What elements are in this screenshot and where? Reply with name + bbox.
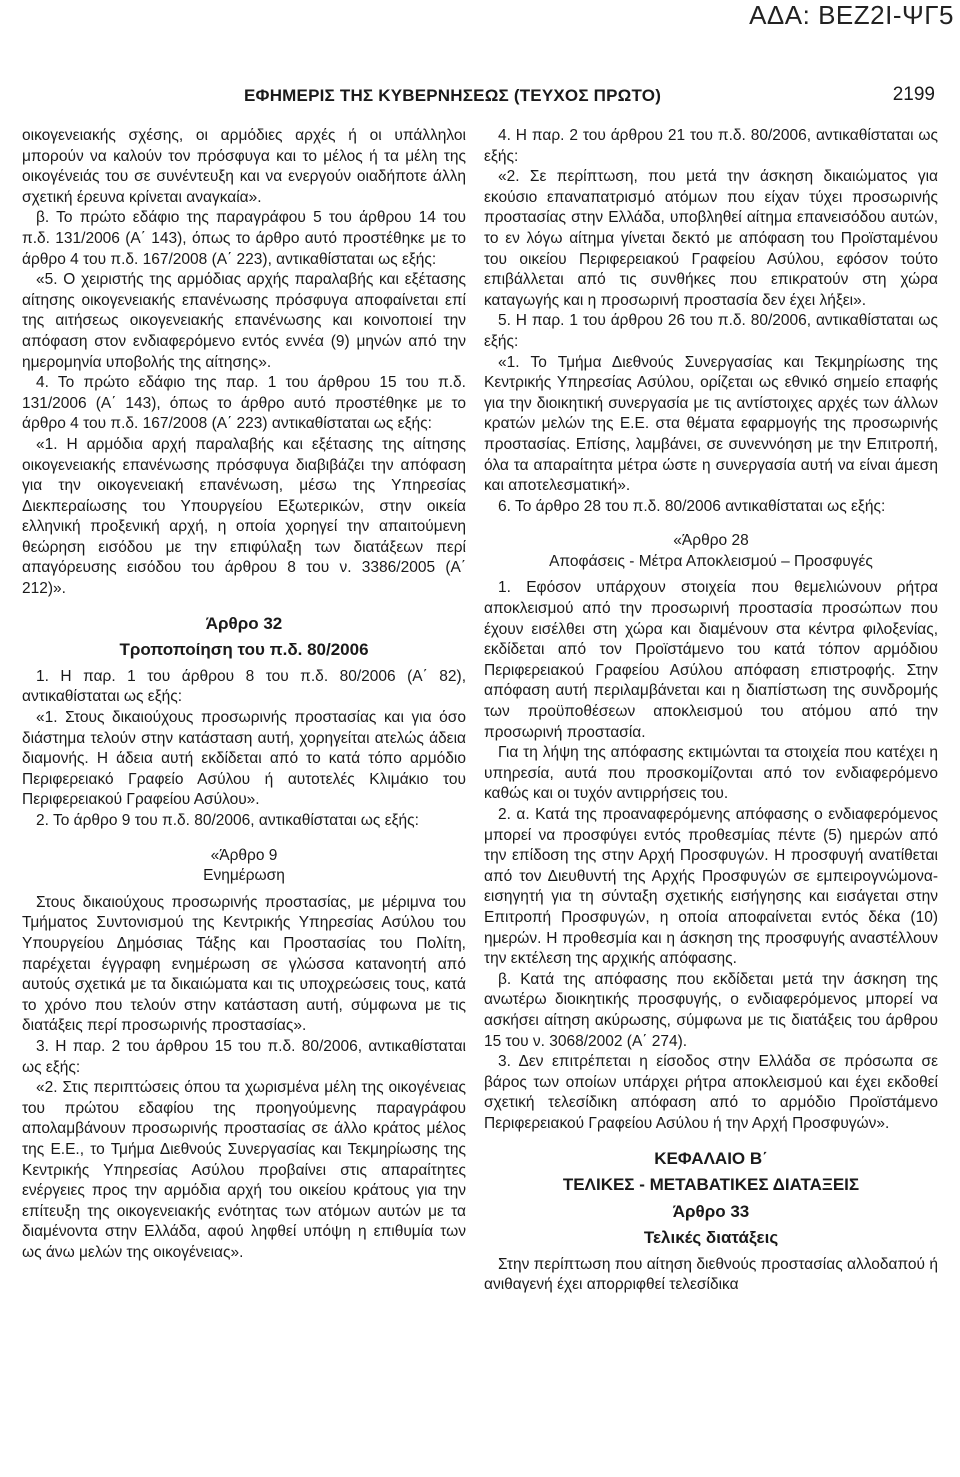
ada-code: ΑΔΑ: ΒΕΖ2Ι-ΨΓ5	[749, 0, 954, 30]
article-33-heading: Άρθρο 33	[672, 1201, 750, 1221]
article-9-subheading: Ενημέρωση	[203, 867, 285, 885]
spacer	[484, 517, 938, 531]
page-number: 2199	[892, 84, 935, 105]
paragraph: «1. Στους δικαιούχους προσωρινής προστασίας και για όσο διάστημα τελούν στην κατάσταση αυτή, χορηγείται ατελώς άδεια διαμονής. Η άδεια αυτή εκδίδεται από το κατά τόπο αρμόδιο Περιφερειακό Γραφείο Ασύλου ή αυτοτελές Κλιμάκιο του Περιφερειακού Γραφείου Ασύλου».	[22, 709, 466, 809]
paragraph: «1. Το Τμήμα Διεθνούς Συνεργασίας και Τεκμηρίωσης της Κεντρικής Υπηρεσίας Ασύλου, ορίζεται ως εθνικό σημείο επαφής για την διοικητική συνεργασία με τις αντίστοιχες αρχές των άλλων κρατών μελών της Ε.Ε. στα θέματα εφαρμογής της προσωρινής προστασίας. Επίσης, λαμβάνει, σε συνεννόηση με την Επιτροπή, όλα τα απαραίτητα μέτρα ώστε η συνεργασία αυτή να είναι άμεση και αποτελεσματική».	[484, 353, 938, 495]
article-32-heading: Άρθρο 32	[205, 613, 283, 633]
article-28-heading: «Άρθρο 28	[673, 532, 749, 550]
paragraph: 4. Η παρ. 2 του άρθρου 21 του π.δ. 80/2006, αντικαθίσταται ως εξής:	[484, 127, 938, 165]
right-column	[484, 126, 938, 1296]
paragraph: 3. Δεν επιτρέπεται η είσοδος στην Ελλάδα σε πρόσωπα σε βάρος των οποίων υπάρχει ρήτρα αποκλεισμού και έχει εκδοθεί σχετική τελεσίδικη απόφαση από το αρμόδιο Προϊστάμενο Περιφερειακού Γραφείου Ασύλου ή την Αρχή Προσφυγών».	[484, 1053, 938, 1132]
paragraph: 2. α. Κατά της προαναφερόμενης απόφασης ο ενδιαφερόμενος μπορεί να προσφύγει εντός προθεσμίας πέντε (5) ημερών από την επίδοση της στην Αρχή Προσφυγών. Η προσφυγή ανατίθεται από τον Διευθυντή της Αρχής Προσφυγών σε εμπειρογνώμονα-εισηγητή για τη σύνταξη σχετικής εισήγησης και εισάγεται στην Επιτροπή Προσφυγών, η οποία αποφαίνεται εντός δέκα (10) ημερών. Η προθεσμία και η άσκηση της προσφυγής αναστέλλουν την εκτέλεση της αρχικής απόφασης.	[484, 806, 938, 968]
article-33-subheading: Τελικές διατάξεις	[643, 1228, 779, 1248]
spacer	[22, 600, 466, 614]
paragraph: 3. Η παρ. 2 του άρθρου 15 του π.δ. 80/2006, αντικαθίσταται ως εξής:	[22, 1037, 466, 1076]
paragraph: 1. Η παρ. 1 του άρθρου 8 του π.δ. 80/2006 (Α΄ 82), αντικαθίσταται ως εξής:	[22, 667, 466, 706]
paragraph: β. Κατά της απόφασης που εκδίδεται μετά την άσκηση της ανωτέρω διοικητικής προσφυγής, ο ενδιαφερόμενος μπορεί να ασκήσει αίτηση ακύρωσης, σύμφωνα με τις διατάξεις του άρθρου 15 του ν. 3068/2002 (Α΄ 274).	[484, 970, 938, 1050]
paragraph: οικογενειακής σχέσης, οι αρμόδιες αρχές ή οι υπάλληλοι μπορούν να καλούν τον πρόσφυγα και το μέλος ή τα μέλη της οικογένειάς του σε συνέντευξη και να ενεργούν οιαδήποτε άλλη σχετική έρευνα κρίνεται αναγκαία».	[22, 127, 466, 206]
article-9-heading: «Άρθρο 9	[210, 846, 278, 864]
paragraph: «2. Στις περιπτώσεις όπου τα χωρισμένα μέλη της οικογένειας του πρώτου εδαφίου της προηγούμενης παραγράφου απολαμβάνουν προσωρινής προστασίας σε άλλο κράτος μέλος της Ε.Ε., το Τμήμα Διεθνούς Συνεργασίας και Τεκμηρίωσης της Κεντρικής Υπηρεσίας Ασύλου προβαίνει στις απαραίτητες ενέργειες προς την αρμόδια αρχή του οικείου κράτους για την επίτευξη της οικογενειακής ενότητας των ατόμων αυτών με τα διαμένοντα στην Ελλάδα, αφού ληφθεί υπόψη η επιθυμία των ως άνω μελών της οικογένειας».	[22, 1079, 466, 1261]
paragraph: 1. Εφόσον υπάρχουν στοιχεία που θεμελιώνουν ρήτρα αποκλεισμού από την προσωρινή προστασία προσώπων που έχουν εισέλθει στη χώρα και διαμένουν στα κέντρα φιλοξενίας, εκδίδεται από τον Προϊστάμενο του κατά τόπον αρμόδιου Περιφερειακού Γραφείου Ασύλου απόφαση επιστροφής. Στην απόφαση αυτή περιλαμβάνεται και η διαπίστωση της συνδρομής των προϋποθέσεων αποκλεισμού του ατόμου από την προσωρινή προστασία.	[484, 579, 938, 741]
chapter-heading: ΚΕΦΑΛΑΙΟ Β΄	[654, 1148, 768, 1168]
chapter-subheading: ΤΕΛΙΚΕΣ - ΜΕΤΑΒΑΤΙΚΕΣ ΔΙΑΤΑΞΕΙΣ	[562, 1175, 860, 1195]
paragraph: «5. Ο χειριστής της αρμόδιας αρχής παραλαβής και εξέτασης αίτησης οικογενειακής επανένωσης πρόσφυγα αποφαίνεται επί της αιτήσεως οικογενειακής επανένωσης και κοινοποιεί την απόφαση στον ενδιαφερόμενο εντός εννέα (9) μηνών από την ημερομηνία υποβολής της αίτησης».	[22, 271, 466, 371]
paragraph: 6. Το άρθρο 28 του π.δ. 80/2006 αντικαθίσταται ως εξής:	[498, 497, 886, 515]
paragraph: Στην περίπτωση που αίτηση διεθνούς προστασίας αλλοδαπού ή ανιθαγενή έχει απορριφθεί τελεσίδικα	[484, 1255, 938, 1294]
paragraph: Για τη λήψη της απόφασης εκτιμώνται τα στοιχεία που κατέχει η υπηρεσία, αυτά που προσκομίζονται από τον ενδιαφερόμενο καθώς και οι τυχόν αντιρρήσεις του.	[484, 744, 938, 803]
paragraph: 5. Η παρ. 1 του άρθρου 26 του π.δ. 80/2006, αντικαθίσταται ως εξής:	[484, 312, 938, 350]
spacer	[22, 832, 466, 846]
paragraph: «2. Σε περίπτωση, που μετά την άσκηση δικαιώματος για εκούσιο επαναπατρισμό ατόμων που είχαν τύχει προσωρινής προστασίας στην Ελλάδα, υποβληθεί αίτημα επανεισόδου αυτών, το εν λόγω αίτημα γίνεται δεκτό με απόφαση του Προϊσταμένου του οικείου Περιφερειακού Γραφείου Ασύλου, εφόσον τούτο επιβάλλεται από τις συνθήκες που επικρατούν στη χώρα καταγωγής και η προσωρινή προστασία δεν έχει λήξει».	[484, 168, 938, 309]
spacer	[484, 1135, 938, 1149]
paragraph: «1. Η αρμόδια αρχή παραλαβής και εξέτασης της αίτησης οικογενειακής επανένωσης πρόσφυγα διαβιβάζει την απόφαση για την οικογενειακή επανένωση, μέσω της Υπηρεσίας Διεκπεραίωσης του Υπουργείου Εξωτερικών, στην οικεία ελληνική προξενική αρχή, η οποία χορηγεί την απαιτούμενη θεώρηση εισόδου με την επιφύλαξη των διατάξεων περί απαγόρευσης εισόδου του άρθρου 8 του ν. 3386/2005 (Α΄ 212)».	[22, 435, 466, 598]
paragraph: 2. Το άρθρο 9 του π.δ. 80/2006, αντικαθίσταται ως εξής:	[36, 812, 419, 829]
article-28-subheading: Αποφάσεις - Μέτρα Αποκλεισμού – Προσφυγές	[549, 552, 873, 570]
paragraph: β. Το πρώτο εδάφιο της παραγράφου 5 του άρθρου 14 του π.δ. 131/2006 (Α΄ 143), όπως το άρθρο αυτό προστέθηκε με το άρθρο 4 του π.δ. 167/2008 (Α΄ 223), αντικαθίσταται ως εξής:	[22, 209, 466, 268]
paragraph: 4. Το πρώτο εδάφιο της παρ. 1 του άρθρου 15 του π.δ. 131/2006 (Α΄ 143), όπως το άρθρο αυτό προστέθηκε με το άρθρο 4 του π.δ. 167/2008 (Α΄ 223) αντικαθίσταται ως εξής:	[22, 374, 466, 433]
left-column	[22, 126, 466, 1263]
page-header	[0, 86, 960, 112]
gazette-title: ΕΦΗΜΕΡΙΣ ΤΗΣ ΚΥΒΕΡΝΗΣΕΩΣ (ΤΕΥΧΟΣ ΠΡΩΤΟ)	[244, 86, 662, 105]
article-32-subheading: Τροποποίηση του π.δ. 80/2006	[119, 640, 369, 660]
paragraph: Στους δικαιούχους προσωρινής προστασίας, με μέριμνα του Τμήματος Συντονισμού της Κεντρικής Υπηρεσίας Ασύλου του Υπουργείου Δημόσιας Τάξης και Προστασίας του Πολίτη, παρέχεται έγγραφη ενημέρωση σε γλώσσα κατανοητή από αυτούς σχετικά με τα δικαιώματα και τις υποχρεώσεις τους, κατά το χρόνο που τελούν στην κατάσταση αυτή, σύμφωνα με τις διατάξεις περί προσωρινής προστασίας».	[22, 893, 466, 1035]
